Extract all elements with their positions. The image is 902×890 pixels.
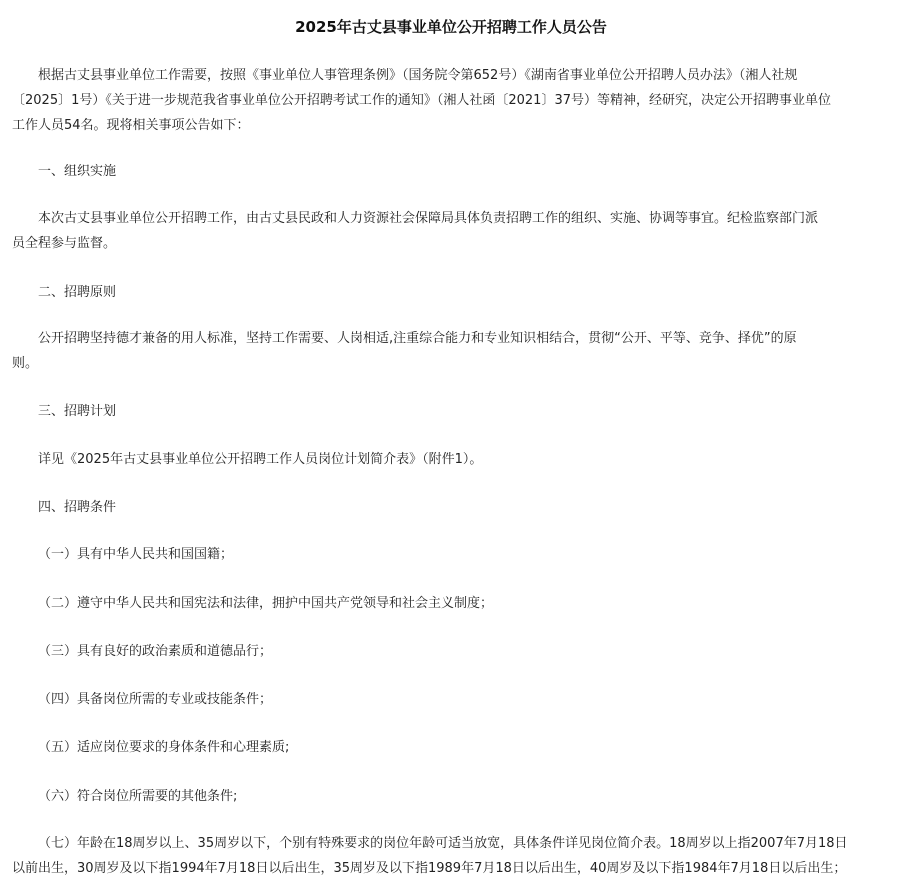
section-2-body-line-1: 公开招聘坚持德才兼备的用人标准，坚持工作需要、人岗相适,注重综合能力和专业知识相结合，贯彻“公开、平等、竞争、择优”的原	[38, 331, 797, 346]
section-4-heading: 四、招聘条件	[38, 500, 117, 515]
section-1-heading: 一、组织实施	[38, 164, 117, 179]
intro-line-3: 工作人员54名。现将相关事项公告如下：	[12, 118, 250, 133]
section-1-body-line-2: 员全程参与监督。	[12, 236, 117, 251]
document-title: 2025年古丈县事业单位公开招聘工作人员公告	[295, 18, 607, 36]
condition-item: （四）具备岗位所需的专业或技能条件；	[38, 692, 273, 707]
condition-item: （六）符合岗位所需要的其他条件;	[38, 789, 238, 804]
condition-item: （一）具有中华人民共和国国籍；	[38, 547, 234, 562]
condition-item: （二）遵守中华人民共和国宪法和法律，拥护中国共产党领导和社会主义制度；	[38, 596, 494, 611]
section-2-heading: 二、招聘原则	[38, 285, 117, 300]
section-3-heading: 三、招聘计划	[38, 404, 117, 419]
section-3-body: 详见《2025年古丈县事业单位公开招聘工作人员岗位计划简介表》（附件1）。	[38, 452, 483, 467]
condition-7-line-2: 以前出生，30周岁及以下指1994年7月18日以后出生，35周岁及以下指1989年7月18日以后出生，40周岁及以下指1984年7月18日以后出生；	[12, 861, 847, 876]
intro-line-1: 根据古丈县事业单位工作需要，按照《事业单位人事管理条例》（国务院令第652号）《湖南省事业单位公开招聘人员办法》（湘人社规	[38, 68, 798, 83]
section-2-body-line-2: 则。	[12, 356, 39, 371]
condition-item: （三）具有良好的政治素质和道德品行；	[38, 644, 273, 659]
section-1-body-line-1: 本次古丈县事业单位公开招聘工作，由古丈县民政和人力资源社会保障局具体负责招聘工作的组织、实施、协调等事宜。纪检监察部门派	[38, 211, 819, 226]
condition-item: （五）适应岗位要求的身体条件和心理素质;	[38, 740, 290, 755]
intro-line-2: 〔2025〕1号）《关于进一步规范我省事业单位公开招聘考试工作的通知》（湘人社函〔2021〕37号）等精神，经研究，决定公开招聘事业单位	[12, 93, 831, 108]
condition-7-line-1: （七）年龄在18周岁以上、35周岁以下，个别有特殊要求的岗位年龄可适当放宽，具体条件详见岗位简介表。18周岁以上指2007年7月18日	[38, 836, 848, 851]
